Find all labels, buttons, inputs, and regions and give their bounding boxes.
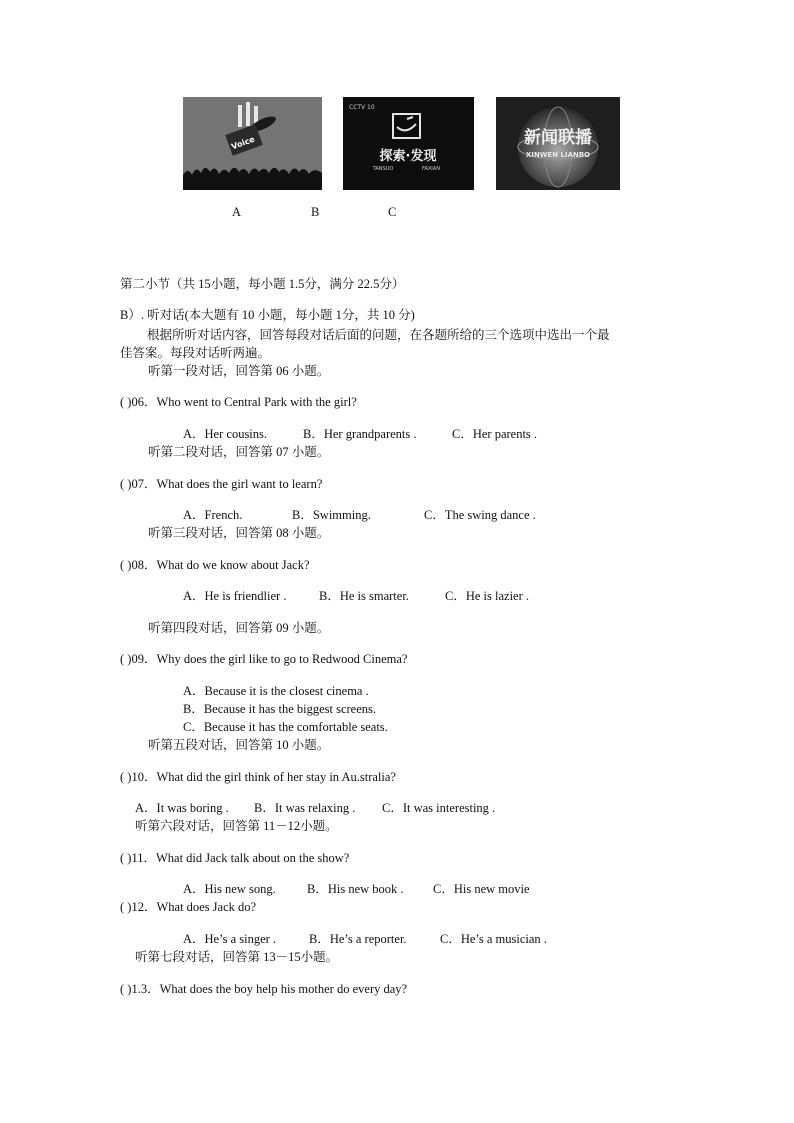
question-09: ( )09．Why does the girl like to go to Redwood Cinema? bbox=[120, 652, 408, 666]
tansuo-faxian-logo bbox=[343, 97, 474, 190]
question-11: ( )11．What did Jack talk about on the show? bbox=[120, 851, 350, 865]
caption-c: C bbox=[388, 205, 397, 219]
question-07: ( )07．What does the girl want to learn? bbox=[120, 477, 323, 491]
channel-label: CCTV 10 bbox=[349, 104, 375, 111]
the-voice-logo bbox=[183, 97, 322, 190]
q09-option-c: C．Because it has the comfortable seats. bbox=[183, 720, 388, 734]
q12-option-a: A．He’s a singer . bbox=[183, 932, 277, 946]
question-13: ( )1.3．What does the boy help his mother do every day? bbox=[120, 982, 408, 996]
q06-option-b: B．Her grandparents . bbox=[303, 427, 417, 441]
q08-option-c: C．He is lazier . bbox=[445, 589, 530, 603]
xinwen-lianbo-logo bbox=[496, 97, 620, 190]
q12-option-c: C．He’s a musician . bbox=[440, 932, 547, 946]
q08-option-b: B．He is smarter. bbox=[319, 589, 409, 603]
q07-option-c: C．The swing dance . bbox=[424, 508, 536, 522]
dialogue-2-note: 听第二段对话，回答第 07 小题。 bbox=[148, 445, 330, 459]
dialogue-5-note: 听第五段对话，回答第 10 小题。 bbox=[148, 738, 330, 752]
dialogue-4-note: 听第四段对话，回答第 09 小题。 bbox=[148, 621, 330, 635]
question-06: ( )06．Who went to Central Park with the girl? bbox=[120, 395, 357, 409]
q09-option-a: A．Because it is the closest cinema . bbox=[183, 684, 369, 698]
dialogue-1-note: 听第一段对话，回答第 06 小题。 bbox=[148, 364, 330, 378]
q06-option-a: A．Her cousins. bbox=[183, 427, 268, 441]
q10-option-c: C．It was interesting . bbox=[382, 801, 496, 815]
dialogue-7-note: 听第七段对话，回答第 13－15小题。 bbox=[135, 950, 339, 964]
svg-text:TANSUO: TANSUO bbox=[372, 166, 394, 172]
q10-option-a: A．It was boring . bbox=[135, 801, 229, 815]
question-12: ( )12．What does Jack do? bbox=[120, 900, 257, 914]
caption-b: B bbox=[311, 205, 320, 219]
q07-option-b: B．Swimming. bbox=[292, 508, 371, 522]
part-b-heading: B）. 听对话(本大题有 10 小题，每小题 1分，共 10 分) bbox=[120, 308, 415, 322]
dialogue-6-note: 听第六段对话，回答第 11－12小题。 bbox=[135, 819, 338, 833]
caption-a: A bbox=[232, 205, 242, 219]
q11-option-c: C．His new movie bbox=[433, 882, 530, 896]
q08-option-a: A．He is friendlier . bbox=[183, 589, 287, 603]
svg-text:FAXIAN: FAXIAN bbox=[422, 166, 440, 172]
instruction-line-2: 佳答案。每段对话听两遍。 bbox=[120, 346, 271, 360]
q11-option-a: A．His new song. bbox=[183, 882, 276, 896]
dialogue-3-note: 听第三段对话，回答第 08 小题。 bbox=[148, 526, 330, 540]
question-10: ( )10．What did the girl think of her stay in Au.stralia? bbox=[120, 770, 396, 784]
question-08: ( )08．What do we know about Jack? bbox=[120, 558, 310, 572]
q11-option-b: B．His new book . bbox=[307, 882, 404, 896]
logo-cn: 探索·发现 bbox=[379, 149, 437, 164]
q12-option-b: B．He’s a reporter. bbox=[309, 932, 407, 946]
svg-text:Voice: Voice bbox=[230, 134, 256, 152]
q06-option-c: C．Her parents . bbox=[452, 427, 538, 441]
q09-option-b: B．Because it has the biggest screens. bbox=[183, 702, 377, 716]
q10-option-b: B．It was relaxing . bbox=[254, 801, 356, 815]
svg-text:XINWEN LIANBO: XINWEN LIANBO bbox=[525, 151, 591, 159]
logo-cn: 新闻联播 bbox=[524, 128, 592, 148]
instruction-line-1: 根据所听对话内容，回答每段对话后面的问题，在各题所给的三个选项中选出一个最 bbox=[147, 328, 610, 342]
q07-option-a: A．French. bbox=[183, 508, 243, 522]
section-title: 第二小节（共 15小题，每小题 1.5分，满分 22.5分） bbox=[120, 277, 405, 291]
